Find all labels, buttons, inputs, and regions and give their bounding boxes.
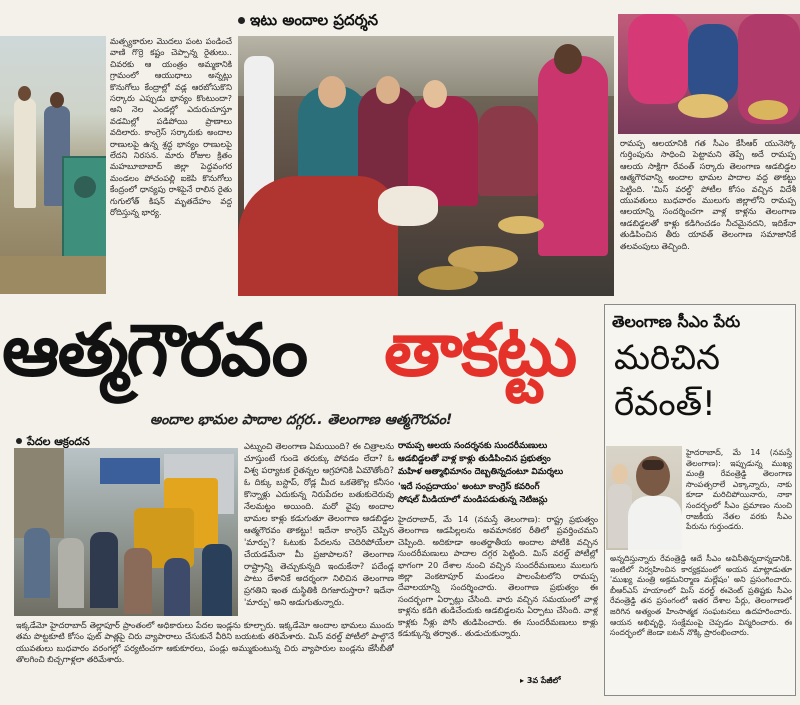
right-top-text: రామప్ప ఆలయానికి గత సీఎం కేసీఆర్ యునెస్కో గుర్తింపును సాధించి పెట్టామని తెప్పే అదే రామప్ప ఆలయ సాక్షిగా రేవంత్ సర్కారు తెలంగాణ ఆడబిడ్డల ఆత్మగౌరవాన్ని అందాల భామల పాదాల వద్ద తాకట్టు పెట్టింది. 'మిస్ వరల్డ్' పోటీల కోసం వచ్చిన విదేశీ యువతులు బుధవారం ములుగు జిల్లాలోని రామప్ప ఆలయాన్ని సందర్శించగా వాళ్ల కాళ్లను తెలంగాణ ఆడబిడ్డలతో కాళ్లు కడిగించడం నీచమైనదని, ఇదికేనా తుడిపించిన తీరు యావత్ తెలంగాణ సమాజానికే తలవంపులు తెచ్చింది.: [620, 138, 796, 251]
arrow-icon: ▸: [520, 676, 527, 685]
top-right-photo: [618, 14, 800, 134]
bottom-left-text: ఇక్కడేమో హైదరాబాద్ తెల్లాపూర్ ప్రాంతంలో అధికారులు పేదల ఇండ్లను కూల్చారు. ఇక్కడేమో అందాల భామలు ముందు తమ పొట్టకూటి కోసం ఫుట్ పాత్లపై చిరు వ్యాపారాలు చేసుకునే వీరిని బయటకు తరిమేశారు. మిస్ వరల్డ్ పోటీలో పాల్గొనే యువతులు బుధవారం వరంగల్లో పర్యటించగా ఆకుకూరలు, పండ్లు అమ్ముకుంటున్న చిరు వ్యాపారుల బండ్లను జేసీబీతో తొలగించి బిచ్చగాళ్లలా తరిమేశారు.: [16, 620, 394, 665]
sidebar-title-line3: రేవంత్!: [614, 384, 716, 424]
right-article-heads: [398, 440, 600, 507]
revanth-photo: [606, 446, 682, 550]
farmers-photo: [0, 36, 106, 294]
sidebar-title-small: తెలంగాణ సీఎం పేరు: [612, 312, 741, 331]
center-column-text: ఎట్నుంచి తెలంగాణ ఏమయింది? ఈ చిత్రాలను చూస్తుంటే గుండె తరుక్కు పోవడం లేదా? ఓ విశ్వ పర్యాటక రైతన్నల ఆగ్రహానికి ఏమౌతోంది? ఓ దిక్కు బస్టాప్, రోడ్ల మీద ఒకతెకొల్ల కనీసం కొన్నాళ్లు ఎదుకున్న నిరుపేదల బతుకుదెరువు నేలమట్టం అయింది. మరో వైపు అందాల భామల కాళ్లు కడుగుతూ తెలంగాణ ఆడబిడ్డల ఆత్మగౌరవం తాకట్టు! ఇదేనా కాంగ్రెస్ చెప్పిన 'మార్పు'? ఓటుకు పేదలను చెదిరిపోయేలా చేయడమేనా మీ ప్రజాపాలన? తెలంగాణ రాష్ట్రాన్ని తెచ్చుకున్నది ఇందుకేనా? పదేండ్ల పాటు దేశానికే అదర్శంగా నిలిచిన తెలంగాణ ప్రగతిని ఇంత దుస్థితికి దిగజారుస్తారా? ఇదేనా 'మార్పు' అని అడుగుతున్నారు.: [244, 441, 394, 607]
article-head-2: ఆడబిడ్డలతో వాళ్ల కాళ్లు తుడిపించిన ప్రభుత్వం: [398, 454, 551, 464]
article-head-1: రామప్ప ఆలయ సందర్శనకు సుందరీమణులు: [398, 441, 548, 451]
feet-washing-photo: [238, 36, 614, 296]
article-head-4: 'ఇదే సంప్రదాయం' అంటూ కాంగ్రెస్ కవరింగ్: [398, 482, 540, 492]
sidebar-text-side: హైదరాబాద్, మే 14 (నమస్తే తెలంగాణ): ఇప్పుడున్న ముఖ్య మంత్రి రేవంత్రెడ్డి తెలంగాణ సొంపత్సరాలే ఎక్కాన్నారు, నాకు కూడా మరిచిపోయినారు, నాకా సందర్భంలో సీఎం ప్రమాణం నుంచి రాజకీయ నేతల వరకు సీఎం పేరును గుర్తుండరు.: [686, 448, 792, 532]
article-head-5: సోషల్ మీడియాలో మండిపడుతున్న నెటిజన్లు: [398, 495, 548, 505]
bullet-icon: [16, 438, 22, 444]
sidebar-title-line2: మరిచిన: [614, 338, 721, 378]
left-top-text: మత్స్యకారుల మొదలు పంట పండించే వాణి గొర్రె కష్టం చెప్పాన్న రైతులు.. చివరకు ఆ యంత్రం అమ్మకానికి గ్రామంలో ఆయుధాలు అన్నట్లు కొనుగోలు కేంద్రాల్లో వడ్ల ఆరబోసుకొని సర్కారు ఎప్పుడు భాన్యం కొంటుందా? అని నెల ఎండల్లో ఎదురుచూస్తూ వడమిల్లో పడిపోయి ప్రాణాలు వదిలారు. కాంగ్రెస్ సర్కారుకు అందాల రాణులపై ఉన్న శ్రద్ధ భాన్యం రాణులపై లేదని నిరసన. మారు రోజుల క్రితం మహబూబాబాద్ జిల్లా పెద్దవంగర మండలం పోచంపల్లి ఐకెపి కొనుగోలు కేంద్రంలో ధాన్యపు రాశిపైనే రాలిన రైతు గుగులోత్ కిషన్ మృతదేహం వద్ద రోదిస్తున్న భార్య.: [110, 36, 232, 218]
right-article-body: హైదరాబాద్, మే 14 (నమస్తే తెలంగాణ): రాష్ట్ర ప్రభుత్వం తెలంగాణ ఆడపిల్లలను అవమానకర రీతిలో ప్రవర్తించమని చెప్పింది. అదికూడా అంతర్జాతీయ అందాల పోటీకి వచ్చిన సుందరీమణులు పాదాల దగ్గర పెట్టింది. మిస్ వరల్డ్ పోటీల్లో భాగంగా 20 దేశాల నుంచి వచ్చిన సుందరీమణులు ములుగు జిల్లా వెంకటాపూర్ మండలం పాలంపేటలోని రామప్ప దేవాలయాన్ని సందర్శించారు. తెలంగాణ ప్రభుత్వం ఈ సందర్భంగా ఏర్పాట్లు చేసింది. వారు వచ్చిన సమయంలో వాళ్ల కాళ్లను కడిగి తుడిచేందుకు ఆడబిడ్డలను ఏర్పాటు చేసింది. వాళ్ల కాళ్లకు నీళ్లు పోసి తుడిపించారు. ఈ సుందరీమణులు కాళ్లు కడుక్కున్న తర్వాత.. తుడుచుకున్నారు.: [398, 514, 598, 639]
bottom-left-label: పేదల ఆక్రందన: [16, 430, 90, 451]
demolition-photo: [14, 448, 238, 616]
continued-label: ▸ 3వ పేజీలో: [520, 676, 561, 685]
article-head-3: మహిళ ఆత్మాభిమానం దెబ్బతిన్నదంటూ విమర్శలు: [398, 467, 564, 477]
headline-subtitle: అందాల భామల పాదాల దగ్గర.. తెలంగాణ ఆత్మగౌరవం!: [150, 412, 453, 428]
bullet-icon: [238, 17, 245, 24]
top-section-label: ఇటు అందాల ప్రదర్శన: [238, 10, 378, 33]
headline-part1: ఆత్మగౌరవం: [2, 308, 307, 392]
headline: [2, 300, 604, 408]
sidebar-text-bottom: అన్నదిస్తున్నారు రేవంత్రెడ్డి ఆదే సీఎం అవినీతిన్నదాన్నడానికి. ఇంటిలో నిర్వహించిన కార్యక్రమంలో అయన మాట్లాడుతూ 'ముఖ్య మంత్రి అక్రమనిర్మాణ మల్లేషం' అని ప్రసంగించారు. బీఆర్ఎస్ హయాంలో మిస్ వరల్డ్ ఈవెంట్ ప్రతిష్టకు సీఎం రేవంత్రెడ్డి తన ప్రసంగంలో ఇతర దేశాల పేర్లు, తెలంగాణలో జరిగిన అత్యంత హింసాత్మక సంఘటనలు ఉదహరించారు. ఆయన అభివృద్ధి, సంక్షేమంపై చెప్పడం విస్మరించారు. ఈ సందర్భంలో జెండా బటన్ నొక్కి ప్రారంభించారు.: [610, 554, 792, 638]
headline-part2: తాకట్టు: [384, 308, 576, 392]
